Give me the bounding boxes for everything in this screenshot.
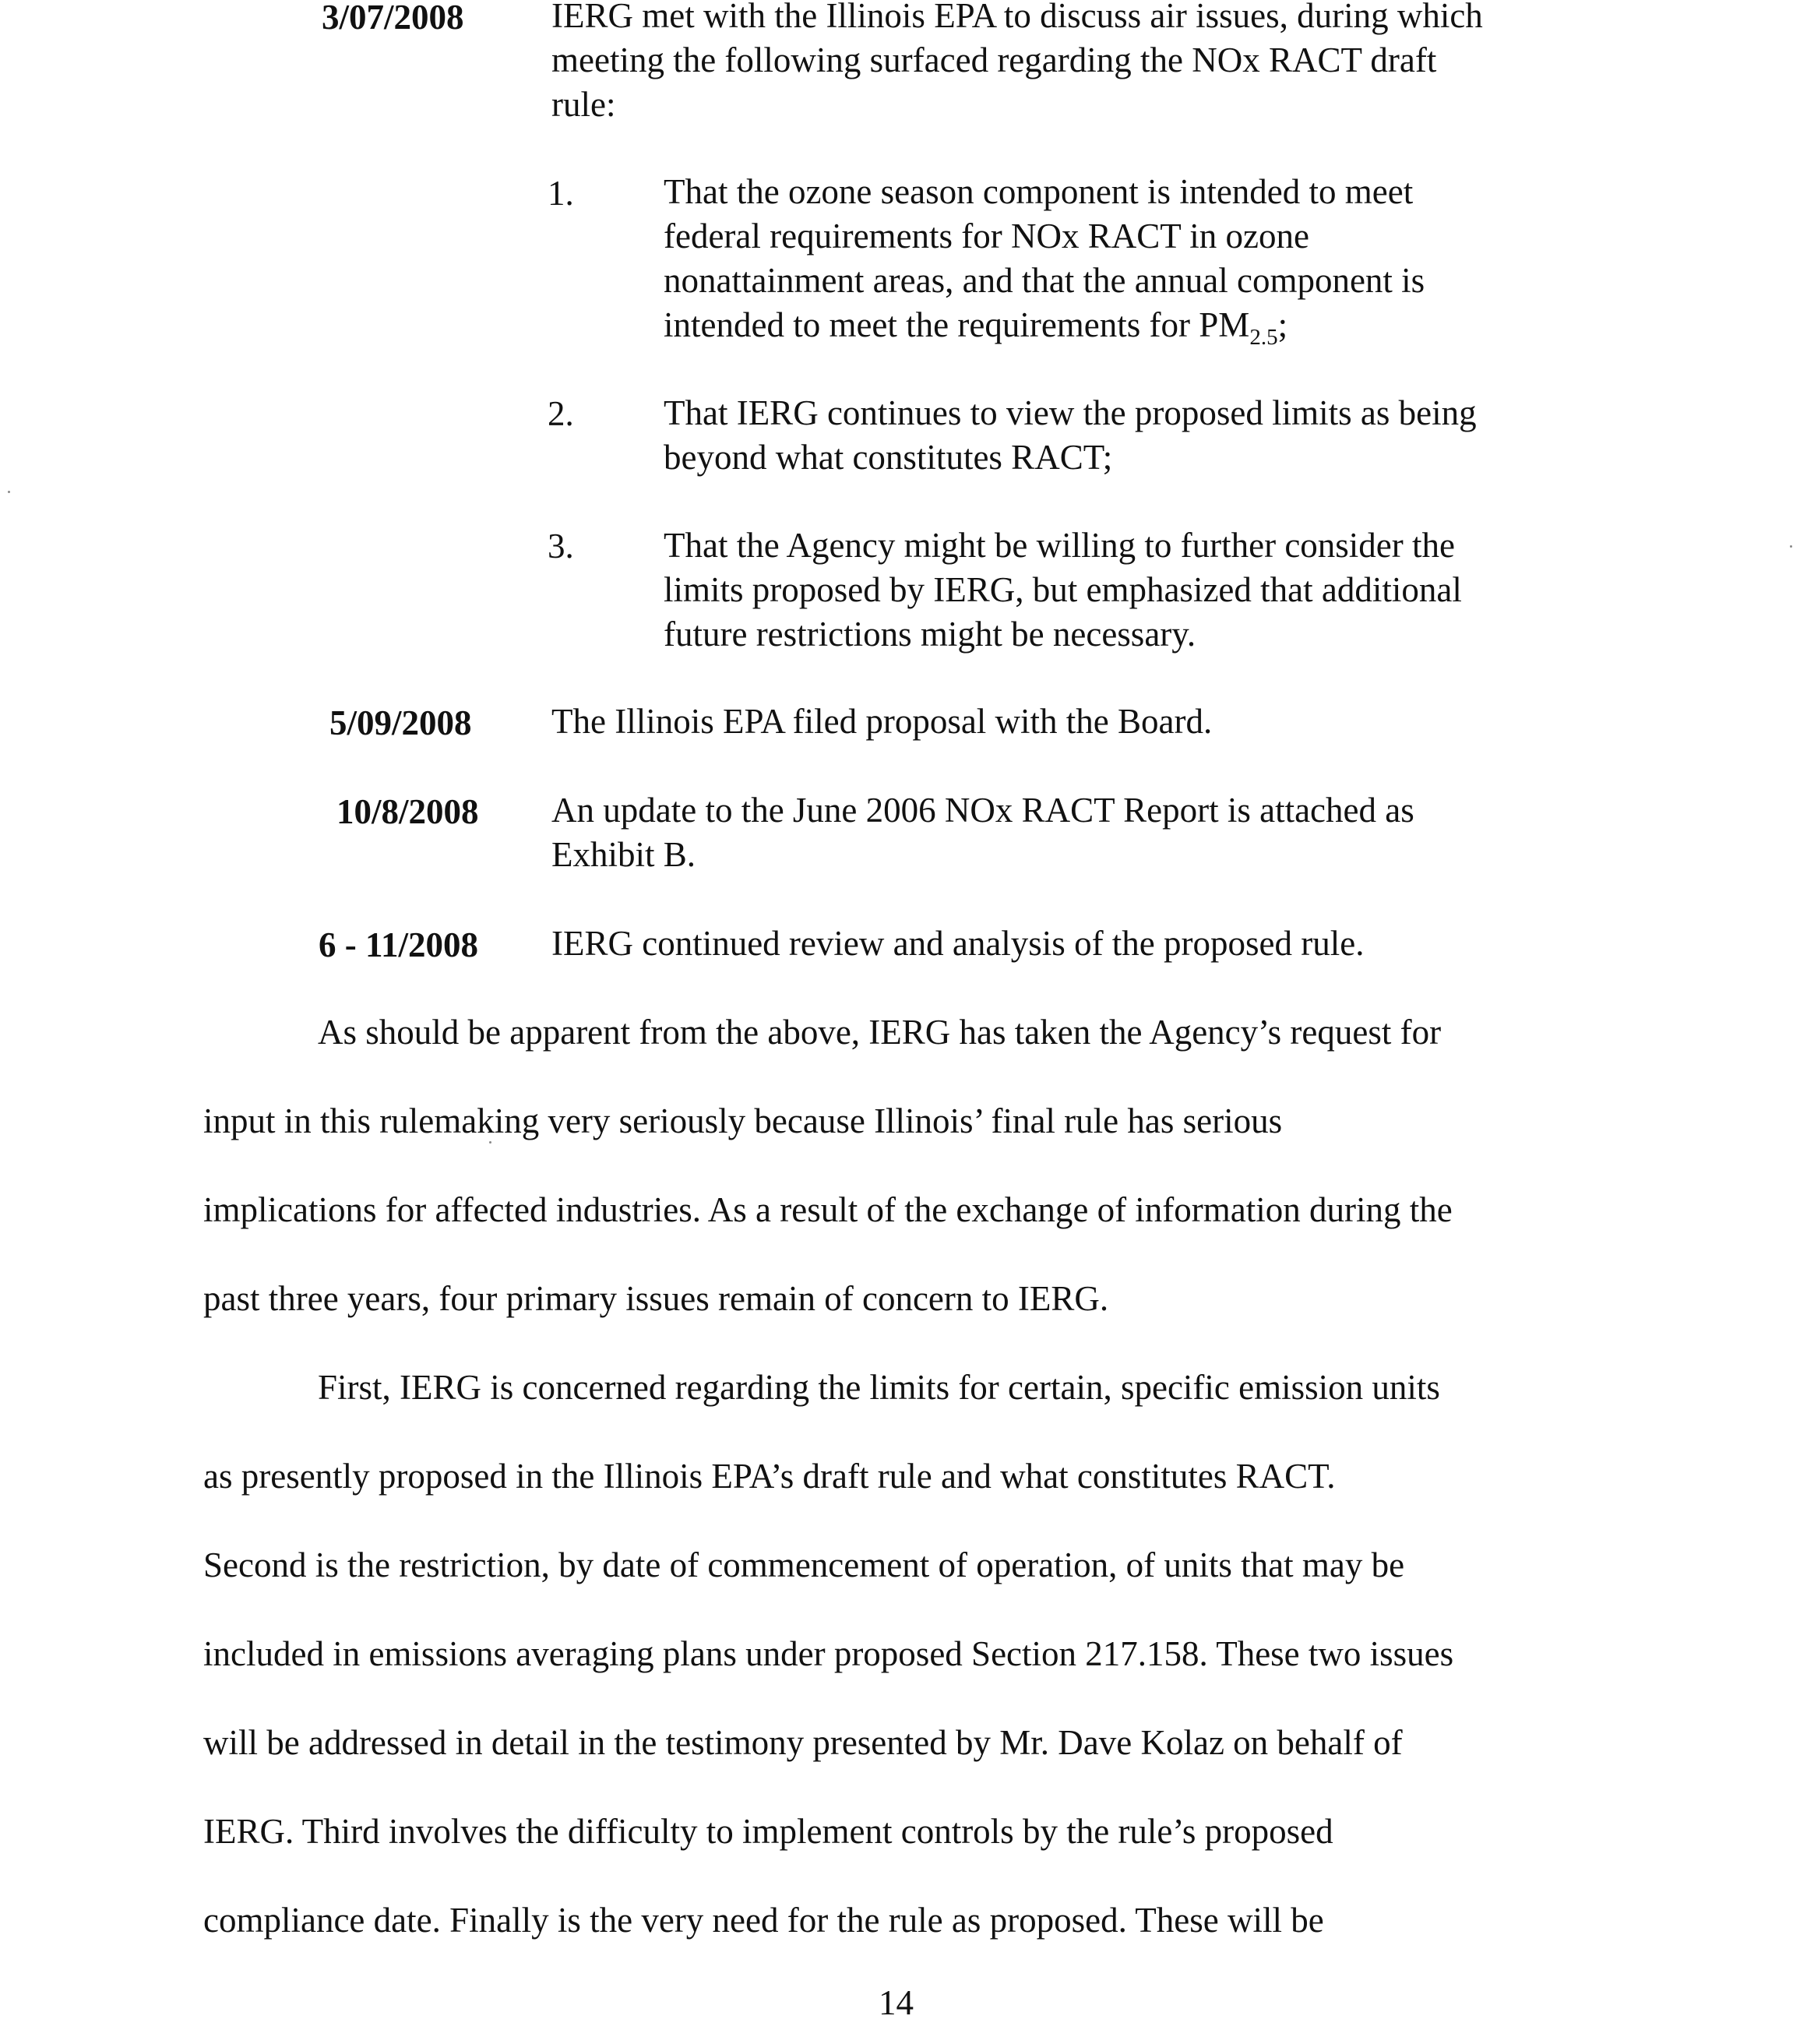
timeline-entry-line: meeting the following surfaced regarding the NOx RACT draft — [551, 41, 1437, 79]
list-item-line: future restrictions might be necessary. — [664, 615, 1196, 654]
body-line: First, IERG is concerned regarding the limits for certain, specific emission units — [318, 1368, 1440, 1407]
body-line: included in emissions averaging plans under proposed Section 217.158. These two issues — [203, 1634, 1454, 1673]
body-line: as presently proposed in the Illinois EPA’s draft rule and what constitutes RACT. — [203, 1457, 1336, 1496]
subscript: 2.5 — [1249, 325, 1278, 350]
body-line: Second is the restriction, by date of commencement of operation, of units that may be — [203, 1545, 1405, 1584]
list-item-number: 3. — [548, 527, 574, 566]
body-line: implications for affected industries. As a result of the exchange of information during the — [203, 1190, 1453, 1229]
body-line: IERG. Third involves the difficulty to implement controls by the rule’s proposed — [203, 1812, 1333, 1851]
timeline-entry-line: rule: — [551, 85, 616, 124]
page-number: 14 — [879, 1983, 914, 2022]
list-item-line: beyond what constitutes RACT; — [664, 438, 1113, 477]
body-line: compliance date. Finally is the very need for the rule as proposed. These will be — [203, 1901, 1324, 1940]
timeline-date: 3/07/2008 — [322, 0, 464, 37]
list-item-number: 1. — [548, 174, 574, 213]
timeline-date: 10/8/2008 — [336, 792, 479, 831]
body-line: input in this rulemaking very seriously because Illinois’ final rule has serious — [203, 1101, 1283, 1140]
list-item-line: limits proposed by IERG, but emphasized that additional — [664, 570, 1462, 609]
list-item-line — [664, 303, 1287, 360]
list-item-line: That IERG continues to view the proposed limits as being — [664, 393, 1477, 432]
scan-speck — [8, 491, 10, 493]
timeline-entry-line: IERG met with the Illinois EPA to discuss air issues, during which — [551, 0, 1483, 35]
timeline-date: 5/09/2008 — [329, 703, 472, 742]
list-item-line: That the ozone season component is intended to meet — [664, 172, 1414, 211]
list-item-line: federal requirements for NOx RACT in ozone — [664, 217, 1309, 256]
list-item-line: That the Agency might be willing to further consider the — [664, 526, 1455, 565]
timeline-entry-line: Exhibit B. — [551, 835, 696, 874]
scan-speck — [1790, 545, 1792, 548]
timeline-entry-line: The Illinois EPA filed proposal with the Board. — [551, 702, 1213, 741]
list-item-text: ; — [1277, 305, 1288, 344]
list-item-line: nonattainment areas, and that the annual component is — [664, 261, 1425, 300]
timeline-date: 6 - 11/2008 — [319, 925, 479, 964]
timeline-entry-line: IERG continued review and analysis of the proposed rule. — [551, 924, 1365, 963]
body-line: will be addressed in detail in the testimony presented by Mr. Dave Kolaz on behalf of — [203, 1723, 1403, 1762]
scan-speck — [489, 1141, 491, 1144]
timeline-entry-line: An update to the June 2006 NOx RACT Report is attached as — [551, 791, 1414, 830]
body-line: As should be apparent from the above, IERG has taken the Agency’s request for — [318, 1013, 1442, 1052]
body-line: past three years, four primary issues remain of concern to IERG. — [203, 1279, 1109, 1318]
list-item-text: intended to meet the requirements for PM — [664, 305, 1250, 344]
list-item-number: 2. — [548, 394, 574, 433]
